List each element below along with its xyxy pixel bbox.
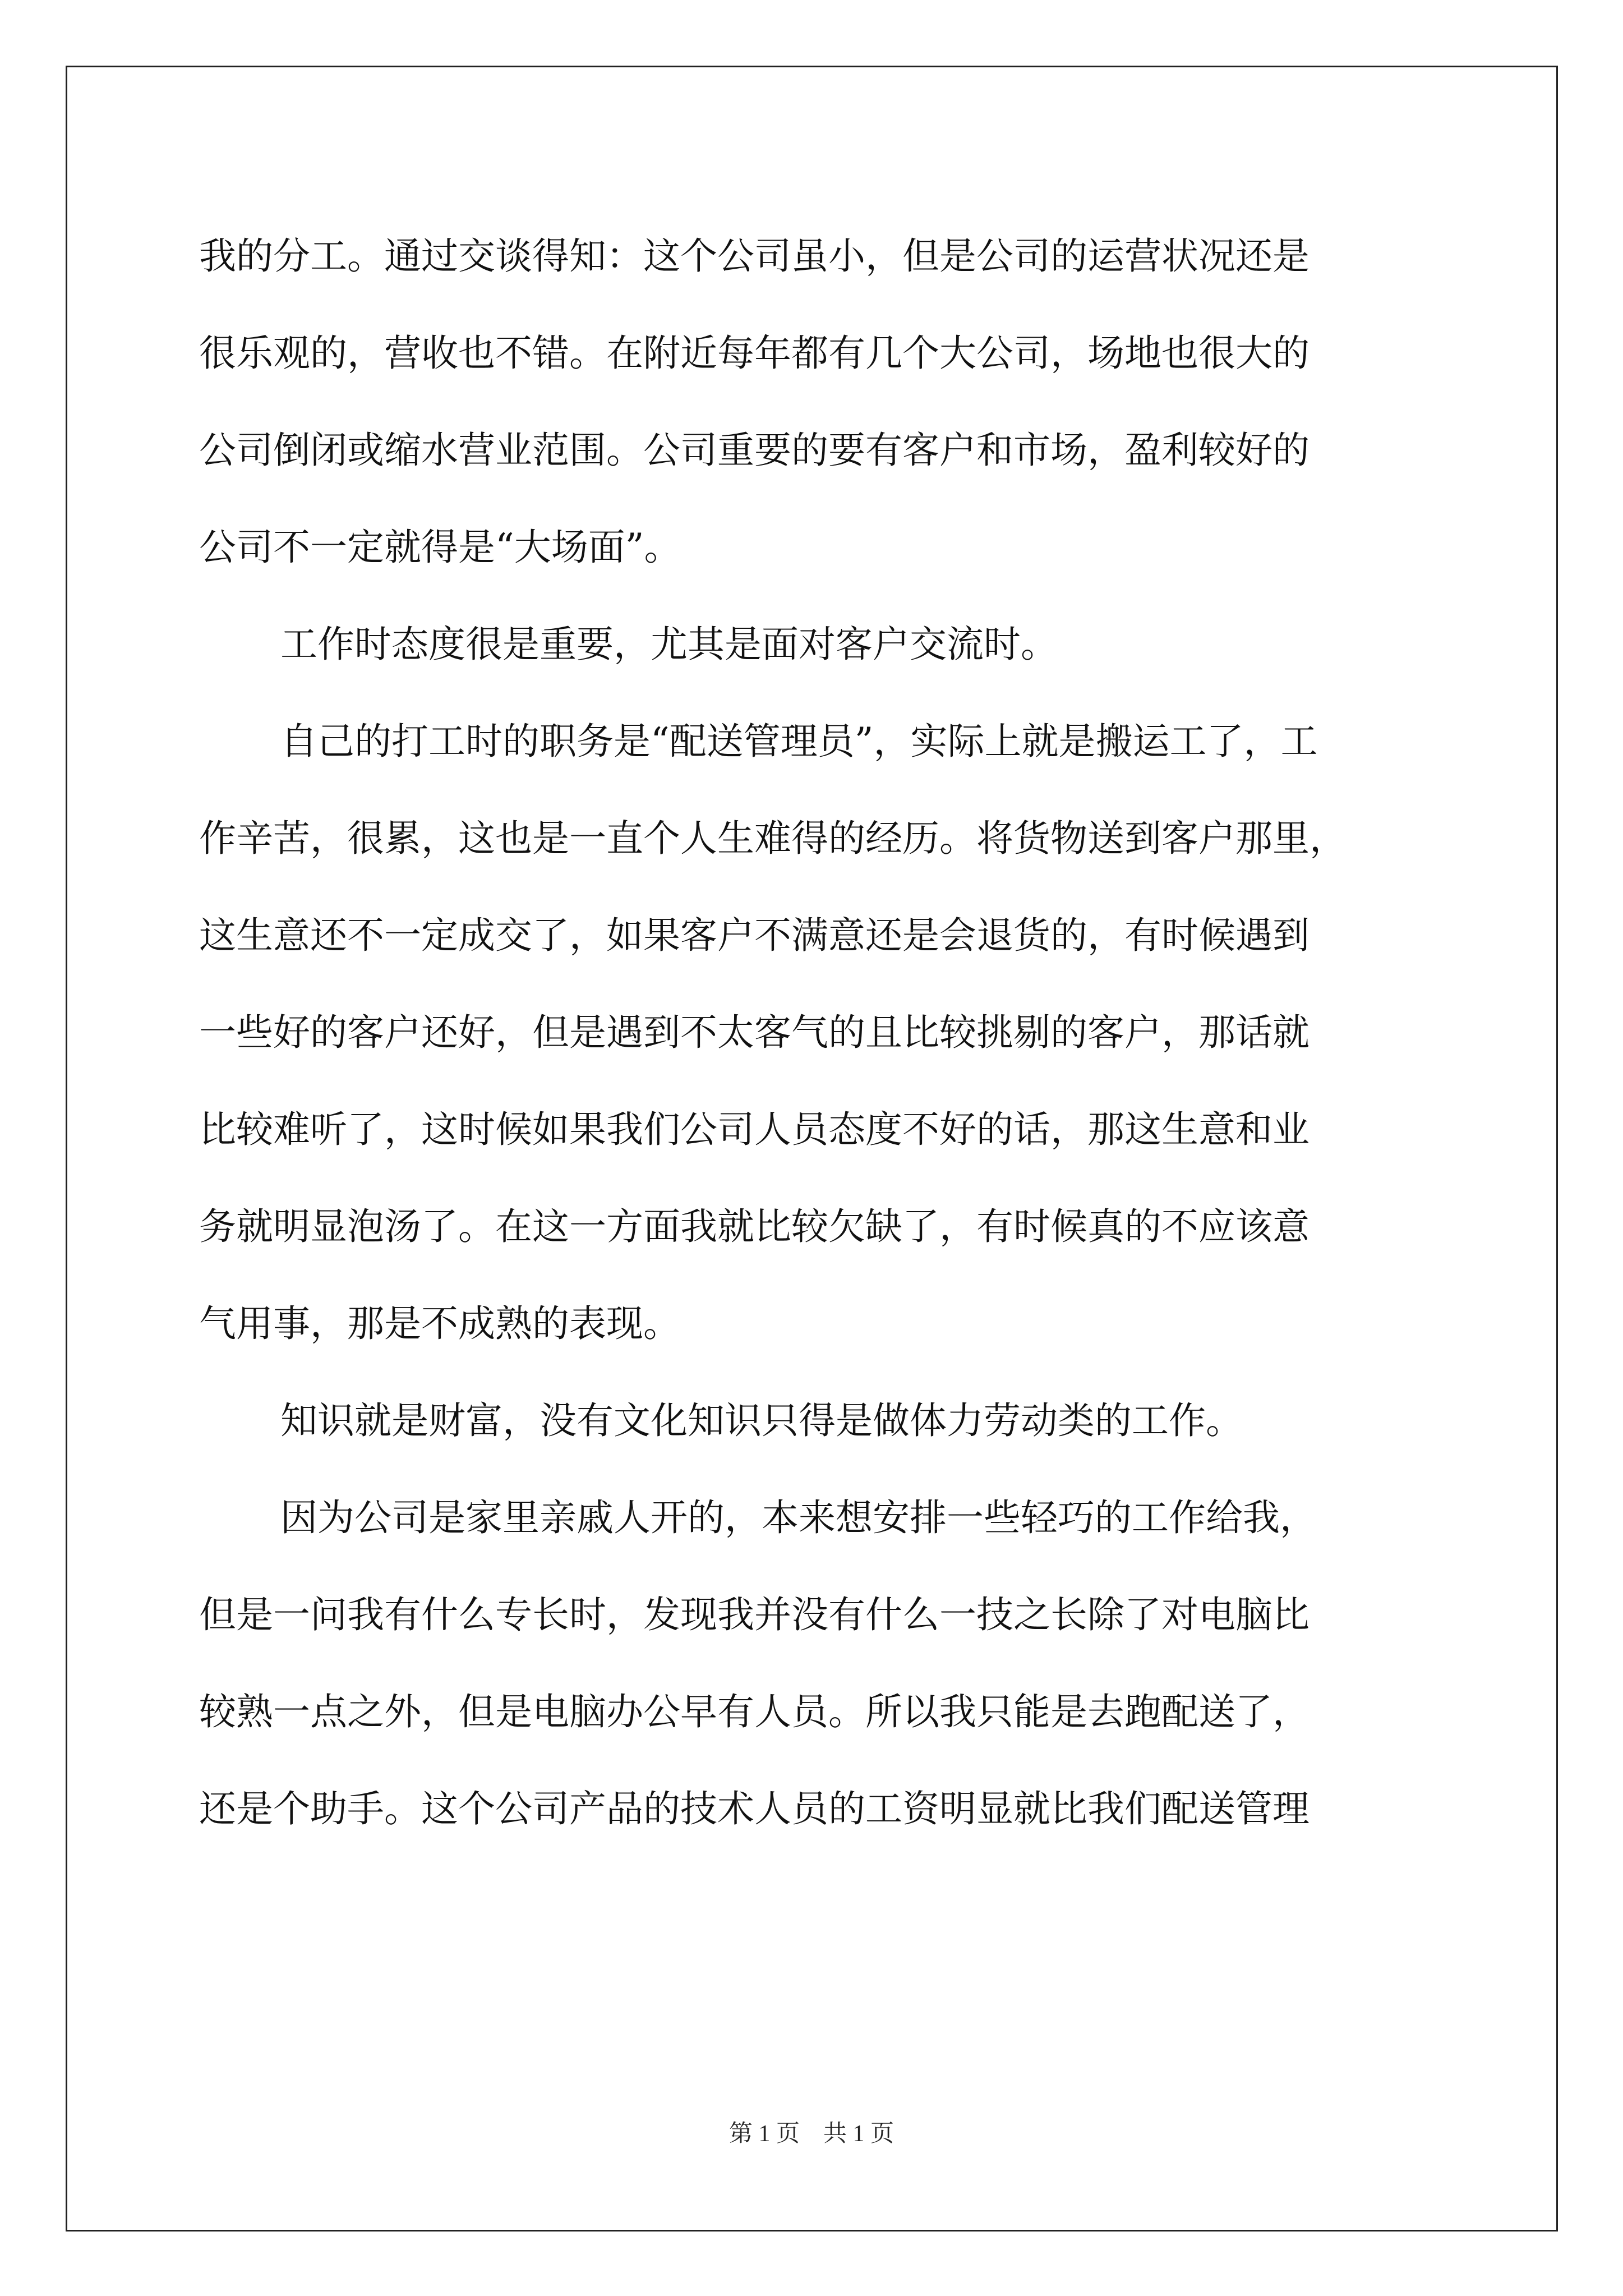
document-body bbox=[199, 208, 1433, 1857]
page-number-footer: 第 1 页 共 1 页 bbox=[728, 2121, 894, 2147]
text-line: 因为公司是家里亲戚人开的，本来想安排一些轻巧的工作给我， bbox=[280, 1496, 1317, 1539]
text-line: 这生意还不一定成交了，如果客户不满意还是会退货的，有时候遇到 bbox=[199, 914, 1310, 957]
text-line: 自己的打工时的职务是“配送管理员”，实际上就是搬运工了，工 bbox=[280, 720, 1318, 763]
text-line: 但是一问我有什么专长时，发现我并没有什么一技之长除了对电脑比 bbox=[199, 1593, 1310, 1636]
text-line: 作辛苦，很累，这也是一直个人生难得的经历。将货物送到客户那里， bbox=[199, 817, 1347, 860]
text-line: 一些好的客户还好，但是遇到不太客气的且比较挑剔的客户，那话就 bbox=[199, 1011, 1310, 1054]
text-line: 比较难听了，这时候如果我们公司人员态度不好的话，那这生意和业 bbox=[199, 1108, 1310, 1151]
text-line: 工作时态度很是重要，尤其是面对客户交流时。 bbox=[280, 623, 1058, 666]
text-line: 公司不一定就得是“大场面”。 bbox=[199, 526, 681, 569]
text-line: 务就明显泡汤了。在这一方面我就比较欠缺了，有时候真的不应该意 bbox=[199, 1205, 1310, 1248]
text-line: 知识就是财富，没有文化知识只得是做体力劳动类的工作。 bbox=[280, 1399, 1243, 1442]
text-line: 我的分工。通过交谈得知：这个公司虽小，但是公司的运营状况还是 bbox=[199, 234, 1310, 278]
text-line: 公司倒闭或缩水营业范围。公司重要的要有客户和市场，盈利较好的 bbox=[199, 429, 1310, 472]
text-line: 气用事，那是不成熟的表现。 bbox=[199, 1302, 680, 1345]
text-line: 较熟一点之外，但是电脑办公早有人员。所以我只能是去跑配送了， bbox=[199, 1690, 1310, 1733]
text-line: 还是个助手。这个公司产品的技术人员的工资明显就比我们配送管理 bbox=[199, 1787, 1310, 1830]
text-line: 很乐观的，营收也不错。在附近每年都有几个大公司，场地也很大的 bbox=[199, 332, 1310, 375]
